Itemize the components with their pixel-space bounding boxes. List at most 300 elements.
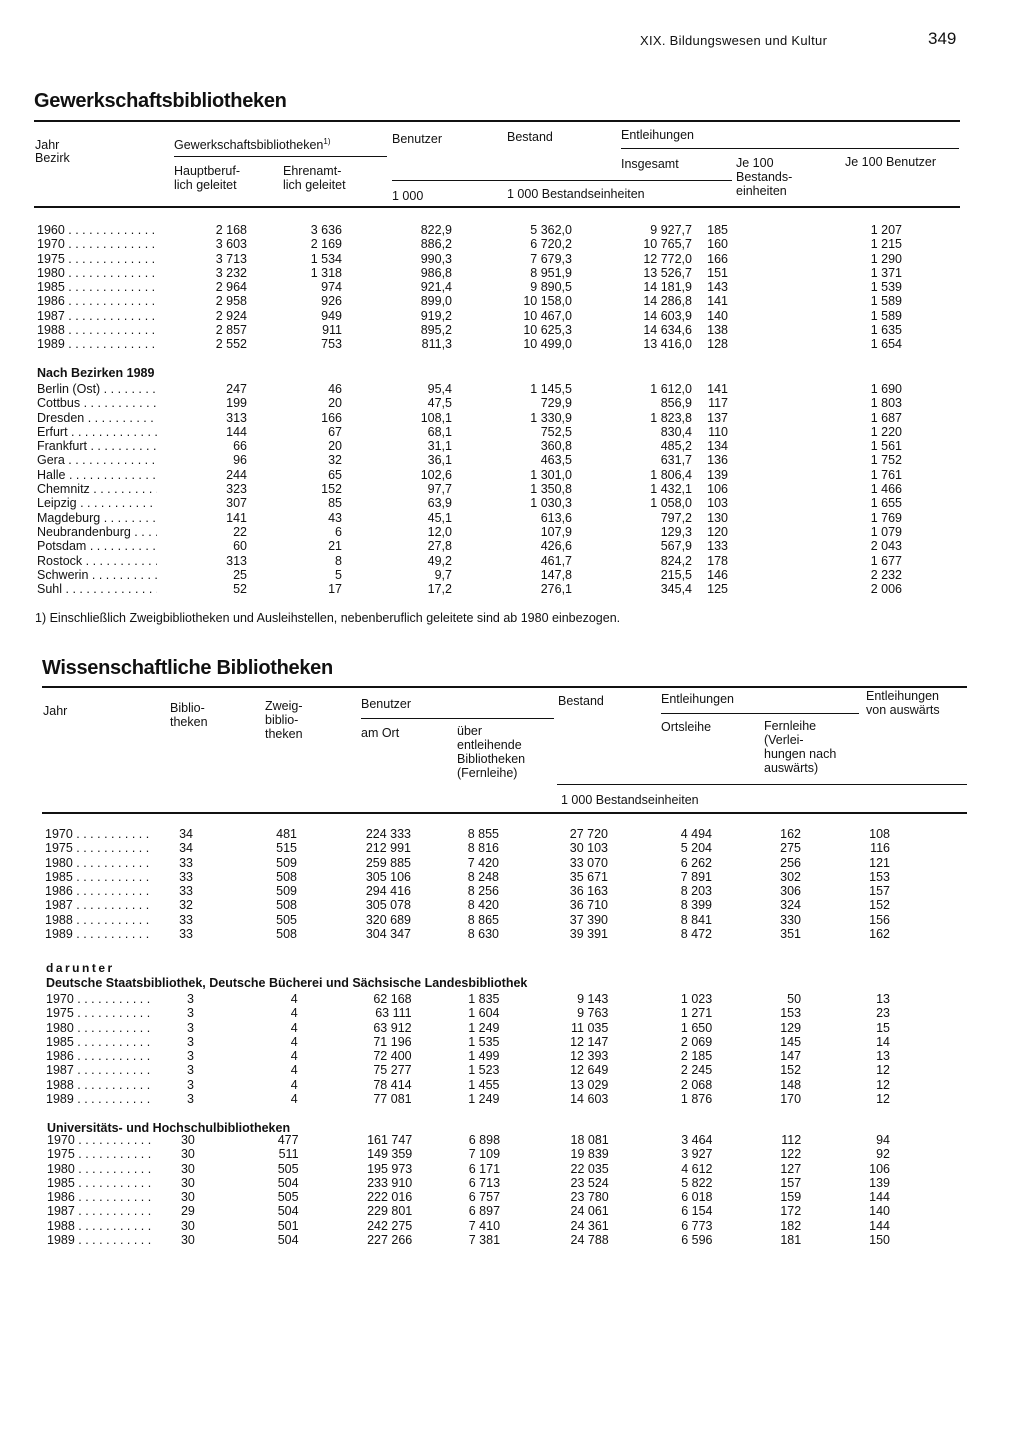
table-cell: 222 016: [367, 1190, 413, 1205]
table-cell: 150: [869, 1233, 890, 1248]
table-row: [46, 1092, 890, 1106]
table-cell: 23: [876, 1006, 890, 1021]
table-cell: 161 747: [367, 1133, 413, 1147]
table1-title: Gewerkschaftsbibliotheken: [34, 90, 287, 112]
leader-dots: [131, 525, 157, 539]
table-cell: 305 078: [365, 898, 411, 913]
table-row: [47, 1219, 890, 1233]
t2-head-amort: am Ort: [361, 726, 400, 740]
table-row: [37, 382, 902, 396]
table-cell: 14: [876, 1034, 890, 1049]
leader-dots: [65, 453, 157, 467]
table-cell: 106: [707, 482, 728, 497]
table-cell: 10 158,0: [523, 294, 572, 309]
leader-dots: [74, 1092, 151, 1106]
table-cell: 247: [226, 382, 247, 396]
table-cell: 8 256: [467, 884, 499, 899]
table-cell: 145: [780, 1034, 802, 1049]
table-row: [37, 582, 902, 596]
table-cell: 12 393: [570, 1049, 609, 1064]
row-label: 1989 . . .: [47, 1233, 152, 1247]
table-cell: 30: [180, 1233, 195, 1248]
table-cell: 3: [186, 1034, 194, 1049]
table-cell: 6 154: [681, 1204, 713, 1219]
row-label: Neubrandenburg . . .: [37, 525, 157, 539]
table-cell: 68,1: [427, 424, 452, 439]
table-cell: 60: [233, 539, 247, 554]
table-cell: 1 318: [310, 265, 342, 280]
table-row: [37, 280, 902, 294]
table-cell: 294 416: [365, 884, 411, 899]
table-cell: 1 687: [870, 410, 902, 425]
t1-head-ehrenamt2: lich geleitet: [283, 178, 346, 192]
leader-dots: [77, 496, 157, 510]
table-cell: 3: [186, 992, 194, 1006]
table-cell: 1 330,9: [530, 410, 572, 425]
row-label: Potsdam . . .: [37, 539, 157, 553]
row-label: Halle . . .: [37, 468, 157, 482]
table-cell: 12 147: [570, 1034, 609, 1049]
table-row: [37, 396, 902, 410]
table-cell: 95,4: [427, 382, 452, 396]
table-cell: 137: [707, 410, 728, 425]
row-label: 1986 . . .: [47, 1190, 152, 1204]
table-cell: 14 286,8: [643, 294, 692, 309]
table-cell: 195 973: [367, 1161, 413, 1176]
t1-years-table: [37, 223, 902, 352]
table-row: [37, 568, 902, 582]
table-row: [47, 1190, 890, 1204]
leader-dots: [65, 323, 157, 337]
leader-dots: [80, 396, 157, 410]
leader-dots: [65, 237, 157, 251]
table-cell: 919,2: [420, 308, 452, 323]
table-cell: 2 857: [215, 323, 247, 338]
table-cell: 6 596: [681, 1233, 713, 1248]
row-label: 1980 . . .: [47, 1162, 152, 1176]
leader-dots: [87, 439, 157, 453]
table-cell: 3: [186, 1092, 194, 1107]
table-cell: 29: [180, 1204, 195, 1219]
table-row: [46, 1021, 890, 1035]
table-row: [37, 439, 902, 453]
table-cell: 33 070: [569, 855, 608, 870]
table-cell: 33: [179, 912, 193, 927]
table-cell: 12,0: [427, 524, 452, 539]
table-cell: 886,2: [420, 237, 452, 252]
row-label: 1987 . . .: [45, 898, 150, 912]
leader-dots: [65, 266, 157, 280]
table-cell: 30: [180, 1190, 195, 1205]
table-cell: 24 061: [570, 1204, 609, 1219]
table-cell: 12 649: [570, 1063, 609, 1078]
table-cell: 1 523: [468, 1063, 500, 1078]
row-label: 1975 . . .: [45, 841, 150, 855]
table-cell: 144: [869, 1190, 890, 1205]
row-label: Magdeburg . . .: [37, 511, 157, 525]
leader-dots: [74, 992, 151, 1006]
row-label: Gera . . .: [37, 453, 157, 467]
table-cell: 18 081: [570, 1133, 609, 1147]
table-cell: 14 603,9: [643, 308, 692, 323]
t1-head-benutzer: Benutzer: [392, 132, 443, 146]
table-cell: 12: [876, 1063, 890, 1078]
table-cell: 504: [277, 1233, 299, 1248]
table-cell: 227 266: [367, 1233, 413, 1248]
table-cell: 631,7: [660, 453, 692, 468]
row-label: Erfurt . . .: [37, 425, 157, 439]
t2-head-jahr: Jahr: [43, 704, 68, 718]
table-cell: 302: [780, 869, 801, 884]
table-cell: 895,2: [420, 323, 452, 338]
table-cell: 19 839: [570, 1147, 609, 1162]
table-cell: 3: [186, 1020, 194, 1035]
table-row: [45, 884, 890, 898]
table-cell: 753: [321, 337, 342, 352]
table-cell: 17: [328, 582, 342, 597]
row-label: 1970 . . .: [46, 992, 151, 1006]
table-cell: 136: [707, 453, 728, 468]
table-cell: 3 464: [681, 1133, 713, 1147]
table-cell: 2 185: [680, 1049, 713, 1064]
leader-dots: [65, 252, 157, 266]
leader-dots: [84, 411, 157, 425]
table-cell: 32: [179, 898, 193, 913]
t1-head-hauptberuf2: lich geleitet: [174, 178, 237, 192]
table-row: [45, 870, 890, 884]
table-cell: 185: [707, 223, 728, 237]
table-row: [46, 1049, 890, 1063]
table-cell: 215,5: [660, 567, 692, 582]
table-cell: 1 371: [870, 265, 902, 280]
table-cell: 504: [277, 1204, 299, 1219]
table-cell: 8 816: [467, 841, 499, 856]
table-cell: 1 650: [680, 1020, 713, 1035]
table-cell: 181: [780, 1233, 802, 1248]
footnote-ref: 1): [323, 137, 331, 146]
table-cell: 107,9: [540, 524, 572, 539]
table-row: [47, 1204, 890, 1218]
table-cell: 13: [876, 992, 890, 1006]
table-row: [47, 1233, 890, 1247]
table-cell: 4: [290, 1034, 298, 1049]
table-cell: 120: [707, 524, 728, 539]
leader-dots: [73, 870, 150, 884]
table-cell: 140: [707, 308, 728, 323]
table-cell: 2 069: [680, 1034, 713, 1049]
leader-dots: [73, 827, 150, 841]
t1-head-je100benutzer: Je 100 Benutzer: [845, 155, 937, 169]
leader-dots: [88, 568, 157, 582]
table-cell: 1 539: [870, 280, 902, 295]
table-cell: 2 964: [215, 280, 247, 295]
t2-head-fern1: Fernleihe: [764, 719, 817, 733]
table-cell: 6 897: [468, 1204, 501, 1219]
table-cell: 152: [321, 482, 342, 497]
table-cell: 162: [780, 827, 801, 841]
table-cell: 43: [328, 510, 342, 525]
table-cell: 148: [780, 1077, 802, 1092]
table-row: [37, 411, 902, 425]
table-cell: 8 472: [680, 927, 712, 942]
table-cell: 27,8: [427, 539, 452, 554]
table-cell: 127: [780, 1161, 802, 1176]
table-cell: 36,1: [427, 453, 452, 468]
table-cell: 128: [707, 337, 728, 352]
t2-head-entleihungen: Entleihungen: [661, 692, 734, 706]
t2-head-benutzer: Benutzer: [361, 697, 412, 711]
leader-dots: [75, 1162, 152, 1176]
table-cell: 33: [179, 869, 193, 884]
t2-head-fern2: (Verlei-: [764, 733, 804, 747]
leader-dots: [82, 554, 157, 568]
table-cell: 9 890,5: [530, 280, 572, 295]
table-cell: 1 207: [870, 223, 902, 237]
row-label: 1970 . . .: [47, 1133, 152, 1147]
table-cell: 47,5: [427, 396, 452, 411]
table-cell: 1 058,0: [650, 496, 692, 511]
t2-head-bestand: Bestand: [558, 694, 604, 708]
table-cell: 166: [707, 251, 728, 266]
table-cell: 351: [780, 927, 801, 942]
table-cell: 8 248: [467, 869, 499, 884]
table-cell: 23 780: [570, 1190, 609, 1205]
table-cell: 153: [869, 869, 890, 884]
table-cell: 6: [335, 524, 342, 539]
table-cell: 242 275: [367, 1218, 413, 1233]
table-cell: 2 924: [215, 308, 247, 323]
table-cell: 10 499,0: [523, 337, 572, 352]
table-cell: 63,9: [427, 496, 452, 511]
row-label: 1985 . . .: [46, 1035, 151, 1049]
table-row: [46, 1035, 890, 1049]
table-cell: 146: [707, 567, 728, 582]
leader-dots: [65, 294, 157, 308]
table-row: [37, 323, 902, 337]
table-cell: 78 414: [373, 1077, 412, 1092]
table-cell: 13 029: [570, 1077, 609, 1092]
row-label: 1985 . . .: [45, 870, 150, 884]
table-cell: 6 018: [681, 1190, 713, 1205]
leader-dots: [73, 841, 150, 855]
table-cell: 14 603: [570, 1092, 609, 1107]
table-cell: 324: [780, 898, 801, 913]
table-cell: 17,2: [427, 582, 452, 597]
table2-top-rule: [42, 686, 967, 688]
table-cell: 34: [179, 827, 193, 841]
row-label: 1980 . . .: [46, 1021, 151, 1035]
table-cell: 13 526,7: [643, 265, 692, 280]
table-cell: 822,9: [420, 223, 452, 237]
table-cell: 6 720,2: [530, 237, 572, 252]
table-cell: 1 690: [870, 382, 902, 396]
t2-head-entleihende: entleihende: [457, 738, 522, 752]
table-cell: 1 654: [870, 337, 902, 352]
row-label: 1975 . . .: [46, 1006, 151, 1020]
table-cell: 71 196: [373, 1034, 412, 1049]
table-cell: 1 589: [870, 308, 902, 323]
t2-staats-table: [46, 992, 890, 1106]
table-cell: 139: [707, 467, 728, 482]
table-cell: 125: [707, 582, 728, 597]
table-cell: 32: [328, 453, 342, 468]
table-cell: 72 400: [373, 1049, 412, 1064]
chapter-heading: XIX. Bildungswesen und Kultur: [640, 33, 828, 48]
t1-unit-bestandseinheiten: 1 000 Bestandseinheiten: [507, 187, 645, 201]
table-row: [45, 841, 890, 855]
table-cell: 35 671: [569, 869, 608, 884]
row-label: Berlin (Ost) . . .: [37, 382, 157, 396]
table-cell: 463,5: [540, 453, 572, 468]
table-row: [46, 1078, 890, 1092]
table-cell: 22 035: [570, 1161, 609, 1176]
table-cell: 3 603: [215, 237, 247, 252]
table-cell: 30: [180, 1175, 195, 1190]
t1-head-bestands: Bestands-: [736, 170, 793, 184]
table-cell: 65: [328, 467, 342, 482]
table-cell: 1 876: [680, 1092, 713, 1107]
t1-head-hauptberuf: Hauptberuf-: [174, 164, 241, 178]
table-row: [37, 554, 902, 568]
table-cell: 2 232: [870, 567, 902, 582]
table-cell: 7 679,3: [530, 251, 572, 266]
row-label: 1970 . . .: [45, 827, 150, 841]
table1-top-rule: [34, 120, 960, 122]
t2-darunter: darunter: [46, 961, 115, 975]
table-cell: 259 885: [365, 855, 411, 870]
t1-unit-1000: 1 000: [392, 189, 424, 203]
row-label: Dresden . . .: [37, 411, 157, 425]
leader-dots: [74, 1021, 151, 1035]
table-cell: 24 361: [570, 1218, 609, 1233]
table-cell: 4: [290, 992, 298, 1006]
table-cell: 14 181,9: [643, 280, 692, 295]
table-cell: 30: [180, 1133, 195, 1147]
table-cell: 33: [179, 884, 193, 899]
table-cell: 856,9: [660, 396, 692, 411]
table-cell: 508: [276, 869, 297, 884]
table-cell: 9 763: [577, 1006, 609, 1021]
table-cell: 3: [186, 1049, 194, 1064]
leader-dots: [75, 1219, 152, 1233]
table-cell: 1 835: [468, 992, 500, 1006]
table-cell: 33: [179, 927, 193, 942]
table-cell: 2 006: [870, 582, 902, 597]
table-cell: 921,4: [420, 280, 452, 295]
table-row: [47, 1133, 890, 1147]
table-cell: 515: [276, 841, 297, 856]
table-cell: 4: [290, 1020, 298, 1035]
table-cell: 224 333: [365, 827, 411, 841]
leader-dots: [73, 927, 150, 941]
table-cell: 166: [321, 410, 342, 425]
table-cell: 345,4: [660, 582, 692, 597]
t1-bezirke-table: [37, 382, 902, 596]
table-row: [37, 525, 902, 539]
table-cell: 2 068: [680, 1077, 713, 1092]
table-cell: 1 455: [468, 1077, 500, 1092]
table-row: [45, 913, 890, 927]
table-cell: 8 865: [467, 912, 499, 927]
table-cell: 505: [277, 1161, 299, 1176]
leader-dots: [75, 1147, 152, 1161]
leader-dots: [65, 223, 157, 237]
table-cell: 3 636: [310, 223, 342, 237]
leader-dots: [75, 1204, 152, 1218]
row-label: 1980 . . .: [37, 266, 157, 280]
table-cell: 2 552: [215, 337, 247, 352]
t2-head-bibliotheken: Bibliotheken: [457, 752, 526, 766]
t2-head-biblio: Biblio-: [170, 701, 205, 715]
table-cell: 3: [186, 1006, 194, 1021]
table-cell: 20: [328, 439, 342, 454]
table-cell: 4: [290, 1077, 298, 1092]
table-cell: 613,6: [540, 510, 572, 525]
table-row: [37, 468, 902, 482]
table-cell: 1 803: [870, 396, 902, 411]
leader-dots: [74, 1006, 151, 1020]
table-cell: 62 168: [373, 992, 412, 1006]
table-cell: 8 420: [467, 898, 499, 913]
t2-head-biblio2: biblio-: [265, 713, 299, 727]
table-cell: 8 855: [467, 827, 499, 841]
table-cell: 3 927: [681, 1147, 713, 1162]
table-cell: 8: [335, 553, 342, 568]
leader-dots: [86, 539, 157, 553]
table-cell: 7 891: [680, 869, 712, 884]
table-cell: 75 277: [373, 1063, 412, 1078]
leader-dots: [73, 884, 150, 898]
table-row: [47, 1147, 890, 1161]
table-cell: 1 499: [468, 1049, 500, 1064]
row-label: 1987 . . .: [37, 309, 157, 323]
table-cell: 1 432,1: [650, 482, 692, 497]
t2-section-staats: Deutsche Staatsbibliothek, Deutsche Bücherei und Sächsische Landesbibliothek: [46, 976, 528, 990]
page-number: 349: [928, 29, 957, 48]
t2-head-zweig: Zweig-: [265, 699, 303, 713]
table-cell: 304 347: [365, 927, 411, 942]
table-cell: 229 801: [367, 1204, 413, 1219]
table-cell: 6 898: [468, 1133, 501, 1147]
table-cell: 9 927,7: [650, 223, 692, 237]
table-cell: 1 249: [468, 1020, 500, 1035]
table-cell: 752,5: [540, 424, 572, 439]
table-row: [37, 237, 902, 251]
table-cell: 144: [226, 424, 247, 439]
leader-dots: [73, 856, 150, 870]
table-cell: 94: [876, 1133, 890, 1147]
table-cell: 508: [276, 927, 297, 942]
leader-dots: [65, 280, 157, 294]
table-cell: 15: [876, 1020, 890, 1035]
table-row: [37, 294, 902, 308]
table-cell: 39 391: [569, 927, 608, 942]
table-cell: 5 362,0: [530, 223, 572, 237]
leader-dots: [65, 337, 157, 351]
t2-head-theken2: theken: [265, 727, 303, 741]
row-label: 1985 . . .: [37, 280, 157, 294]
t1-head-jahr: Jahr: [35, 138, 60, 152]
table-cell: 1 271: [680, 1006, 713, 1021]
table-cell: 2 245: [680, 1063, 713, 1078]
table-cell: 899,0: [420, 294, 452, 309]
table-cell: 152: [869, 898, 890, 913]
table-cell: 30: [180, 1218, 195, 1233]
table-cell: 275: [780, 841, 801, 856]
leader-dots: [90, 482, 157, 496]
table-cell: 30: [180, 1147, 195, 1162]
table-cell: 7 420: [467, 855, 499, 870]
